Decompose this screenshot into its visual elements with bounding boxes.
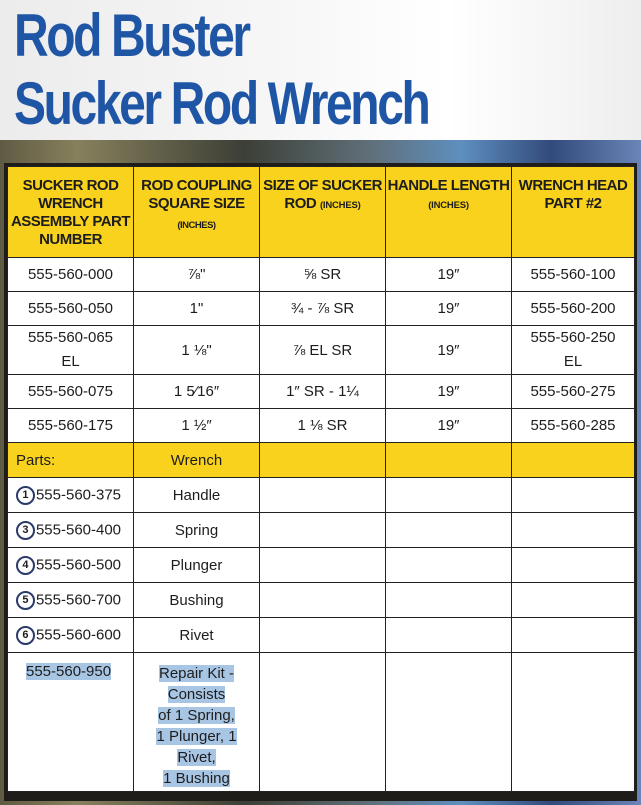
kit-desc-line: Repair Kit - bbox=[158, 665, 235, 682]
cell-coupling-size: 1 ⅛" bbox=[134, 326, 260, 375]
kit-desc-line: Rivet, bbox=[177, 749, 216, 766]
cell-rod-size: ¾ - ⅞ SR bbox=[260, 292, 386, 326]
repair-kit-row bbox=[8, 653, 635, 792]
empty-cell bbox=[260, 618, 386, 653]
header-coupling-size bbox=[134, 167, 260, 258]
title-area bbox=[0, 0, 641, 140]
empty-cell bbox=[260, 653, 386, 792]
cell-part-name: Handle bbox=[134, 478, 260, 513]
cell-kit-number bbox=[8, 653, 134, 792]
table-row bbox=[8, 258, 635, 292]
parts-category: Wrench bbox=[134, 443, 260, 478]
parts-row bbox=[8, 583, 635, 618]
cell-part-number bbox=[8, 326, 134, 375]
empty-cell bbox=[260, 513, 386, 548]
cell-part-number bbox=[8, 583, 134, 618]
cell-handle-length: 19″ bbox=[386, 326, 512, 375]
cell-coupling-size: 1 5⁄16″ bbox=[134, 375, 260, 409]
repair-kit-part-number[interactable]: 555-560-950 bbox=[26, 663, 112, 680]
empty-cell bbox=[512, 513, 635, 548]
part-number: 555-560-700 bbox=[35, 590, 122, 608]
header-label: WRENCH HEAD PART #2 bbox=[518, 177, 628, 212]
cell-handle-length: 19″ bbox=[386, 292, 512, 326]
cell-coupling-size: ⅞" bbox=[134, 258, 260, 292]
empty-cell bbox=[512, 548, 635, 583]
empty-cell bbox=[512, 443, 635, 478]
cell-rod-size: ⅝ SR bbox=[260, 258, 386, 292]
empty-cell bbox=[386, 513, 512, 548]
part-number: 555-560-375 bbox=[35, 485, 122, 503]
page-title-line-1: Rod Buster bbox=[14, 2, 249, 69]
table-header-row bbox=[8, 167, 635, 258]
cell-text: 555-560-065 EL bbox=[27, 329, 114, 370]
cell-part-name: Rivet bbox=[134, 618, 260, 653]
cell-part-number bbox=[8, 478, 134, 513]
parts-row bbox=[8, 618, 635, 653]
callout-number-icon: 4 bbox=[16, 556, 35, 575]
cell-rod-size: 1 ⅛ SR bbox=[260, 409, 386, 443]
header-wrench-head-part bbox=[512, 167, 635, 258]
empty-cell bbox=[512, 618, 635, 653]
empty-cell bbox=[260, 548, 386, 583]
empty-cell bbox=[512, 583, 635, 618]
table-row bbox=[8, 292, 635, 326]
kit-desc-line: of 1 Spring, bbox=[158, 707, 235, 724]
table-row bbox=[8, 409, 635, 443]
spec-table-frame bbox=[4, 163, 637, 801]
empty-cell bbox=[512, 478, 635, 513]
kit-desc-line: Consists bbox=[167, 686, 226, 703]
part-number: 555-560-600 bbox=[35, 625, 122, 643]
cell-wrench-head: 555-560-275 bbox=[512, 375, 635, 409]
header-label: SIZE OF SUCKER ROD bbox=[263, 177, 382, 212]
callout-number-icon: 1 bbox=[16, 486, 35, 505]
part-number: 555-560-500 bbox=[35, 555, 122, 573]
cell-handle-length: 19″ bbox=[386, 375, 512, 409]
table-row bbox=[8, 375, 635, 409]
header-unit: (INCHES) bbox=[428, 200, 469, 211]
cell-part-number bbox=[8, 548, 134, 583]
cell-coupling-size: 1 ½″ bbox=[134, 409, 260, 443]
empty-cell bbox=[386, 618, 512, 653]
cell-coupling-size: 1" bbox=[134, 292, 260, 326]
kit-desc-line: 1 Plunger, 1 bbox=[156, 728, 237, 745]
cell-handle-length: 19″ bbox=[386, 409, 512, 443]
header-rod-size bbox=[260, 167, 386, 258]
spec-table bbox=[7, 166, 635, 792]
empty-cell bbox=[386, 653, 512, 792]
empty-cell bbox=[386, 443, 512, 478]
cell-part-number: 555-560-000 bbox=[8, 258, 134, 292]
empty-cell bbox=[386, 548, 512, 583]
cell-wrench-head bbox=[512, 326, 635, 375]
cell-text: 555-560-250 EL bbox=[530, 329, 616, 370]
empty-cell bbox=[386, 583, 512, 618]
header-label: ROD COUPLING SQUARE SIZE bbox=[141, 177, 252, 212]
page-title-line-2: Sucker Rod Wrench bbox=[14, 70, 429, 137]
empty-cell bbox=[260, 583, 386, 618]
part-number: 555-560-400 bbox=[35, 520, 122, 538]
cell-part-number: 555-560-175 bbox=[8, 409, 134, 443]
cell-kit-description bbox=[134, 653, 260, 792]
cell-part-name: Bushing bbox=[134, 583, 260, 618]
callout-number-icon: 6 bbox=[16, 626, 35, 645]
header-unit: (INCHES) bbox=[177, 220, 216, 231]
cell-part-number: 555-560-050 bbox=[8, 292, 134, 326]
kit-desc-line: 1 Bushing bbox=[163, 770, 230, 787]
header-label: SUCKER ROD WRENCH ASSEMBLY PART NUMBER bbox=[10, 177, 131, 248]
header-unit: (INCHES) bbox=[319, 200, 361, 211]
header-handle-length bbox=[386, 167, 512, 258]
empty-cell bbox=[386, 478, 512, 513]
callout-number-icon: 3 bbox=[16, 521, 35, 540]
cell-wrench-head: 555-560-100 bbox=[512, 258, 635, 292]
cell-wrench-head: 555-560-285 bbox=[512, 409, 635, 443]
callout-number-icon: 5 bbox=[16, 591, 35, 610]
repair-kit-description[interactable] bbox=[156, 663, 236, 789]
cell-handle-length: 19″ bbox=[386, 258, 512, 292]
parts-header-row bbox=[8, 443, 635, 478]
cell-part-number bbox=[8, 513, 134, 548]
cell-part-name: Plunger bbox=[134, 548, 260, 583]
empty-cell bbox=[260, 478, 386, 513]
cell-rod-size: 1″ SR - 1¼ bbox=[260, 375, 386, 409]
parts-label: Parts: bbox=[8, 443, 134, 478]
parts-row bbox=[8, 478, 635, 513]
cell-part-number bbox=[8, 618, 134, 653]
cell-wrench-head: 555-560-200 bbox=[512, 292, 635, 326]
cell-part-name: Spring bbox=[134, 513, 260, 548]
cell-part-number: 555-560-075 bbox=[8, 375, 134, 409]
parts-row bbox=[8, 513, 635, 548]
header-label: HANDLE LENGTH bbox=[387, 177, 510, 194]
empty-cell bbox=[512, 653, 635, 792]
cell-rod-size: ⅞ EL SR bbox=[260, 326, 386, 375]
parts-row bbox=[8, 548, 635, 583]
empty-cell bbox=[260, 443, 386, 478]
table-row bbox=[8, 326, 635, 375]
header-assembly-part-number bbox=[8, 167, 134, 258]
